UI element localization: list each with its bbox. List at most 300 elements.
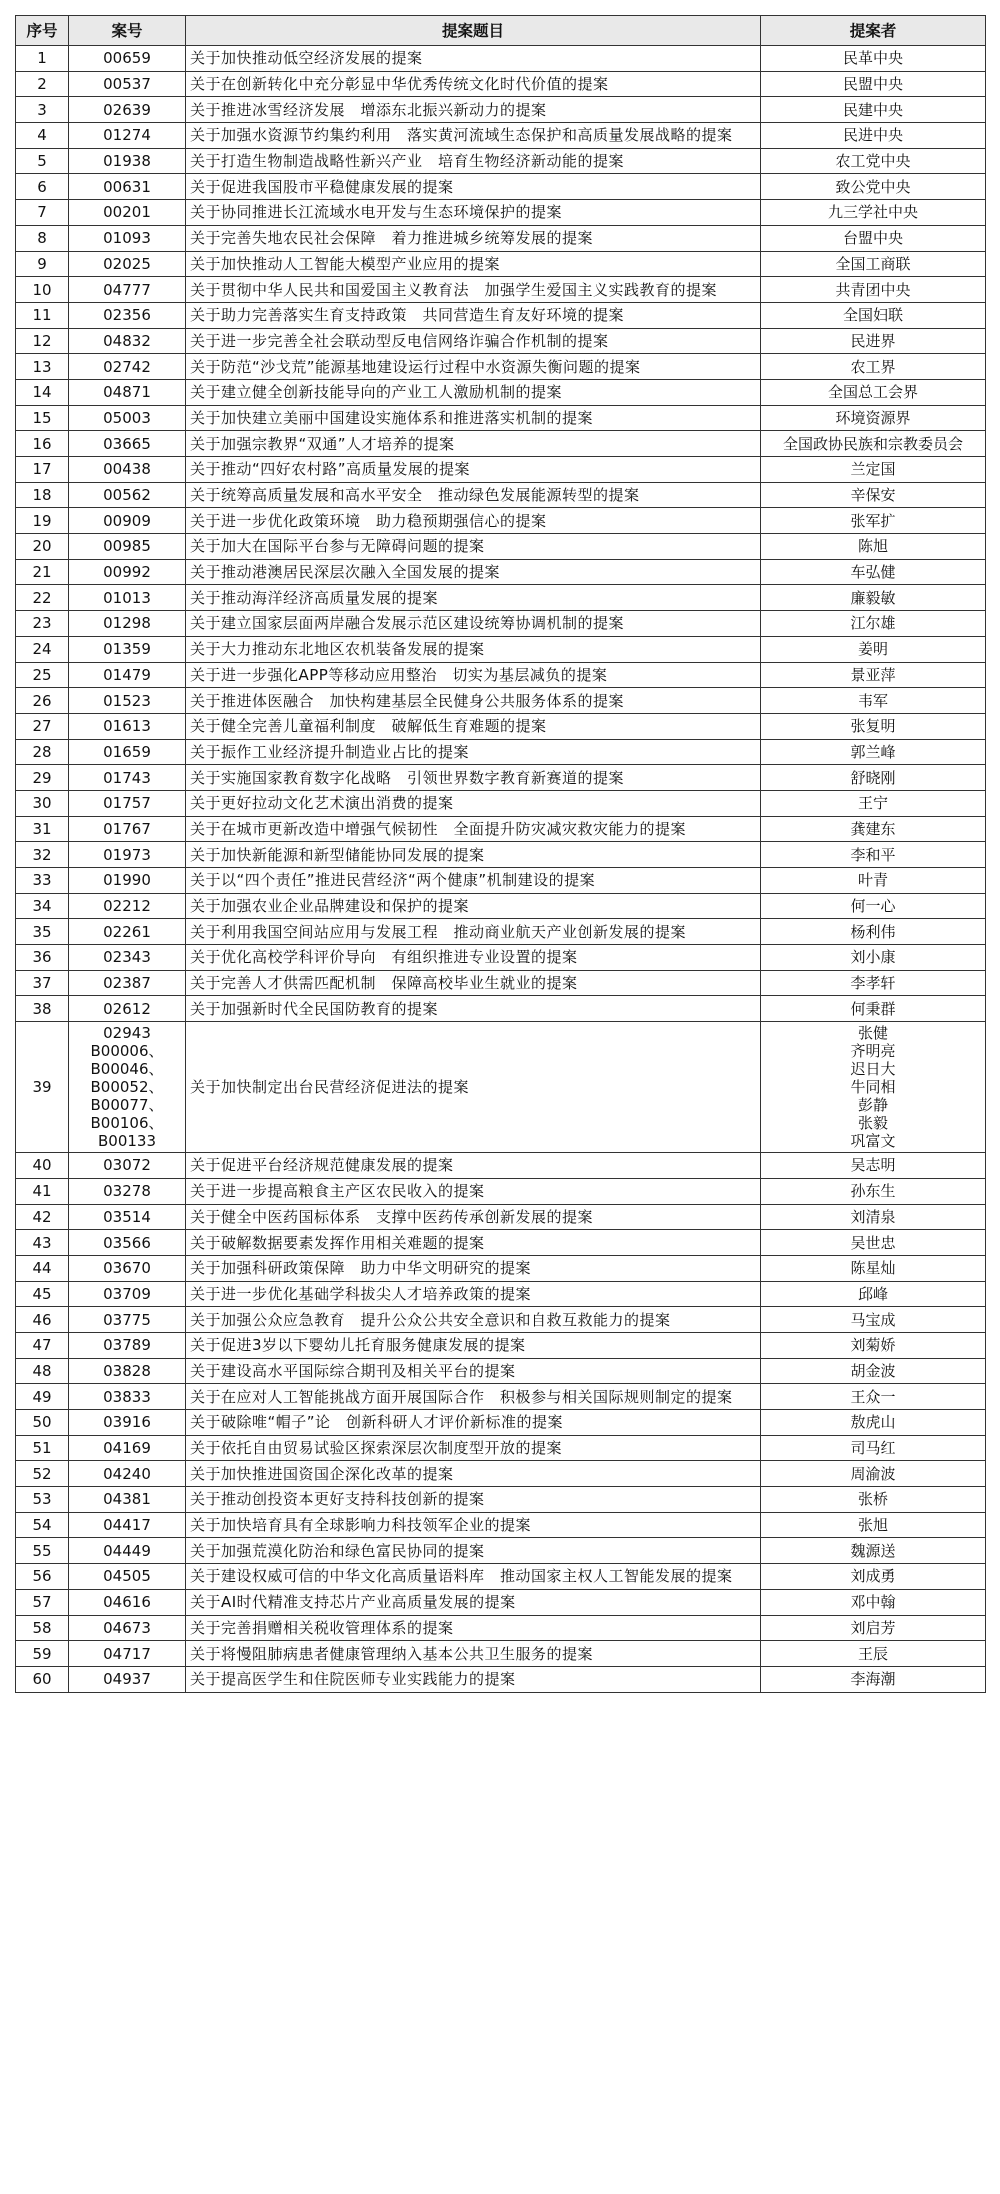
proposal-title-cell: 关于贯彻中华人民共和国爱国主义教育法 加强学生爱国主义实践教育的提案 xyxy=(186,277,761,303)
serial-number-cell: 13 xyxy=(16,354,69,380)
proposal-title-cell: 关于促进我国股市平稳健康发展的提案 xyxy=(186,174,761,200)
table-row xyxy=(16,662,986,688)
proposal-title-cell: 关于加快推动人工智能大模型产业应用的提案 xyxy=(186,251,761,277)
header-proposal-title: 提案题目 xyxy=(186,16,761,46)
proposer-cell-line: 齐明亮 xyxy=(850,1042,896,1061)
table-row xyxy=(16,713,986,739)
proposer-cell: 全国妇联 xyxy=(761,302,986,328)
case-number-cell: 03670 xyxy=(69,1255,186,1281)
serial-number-cell: 55 xyxy=(16,1538,69,1564)
table-row xyxy=(16,1564,986,1590)
table-row xyxy=(16,225,986,251)
proposal-title-cell: 关于建设高水平国际综合期刊及相关平台的提案 xyxy=(186,1358,761,1384)
case-number-cell: 01613 xyxy=(69,713,186,739)
case-number-cell: 02212 xyxy=(69,893,186,919)
proposal-title-cell: 关于加强荒漠化防治和绿色富民协同的提案 xyxy=(186,1538,761,1564)
table-row xyxy=(16,636,986,662)
serial-number-cell: 26 xyxy=(16,688,69,714)
proposer-cell: 台盟中央 xyxy=(761,225,986,251)
proposal-title-cell: 关于推动海洋经济高质量发展的提案 xyxy=(186,585,761,611)
serial-number-cell: 4 xyxy=(16,123,69,149)
case-number-cell: 02025 xyxy=(69,251,186,277)
proposal-title-cell: 关于促进平台经济规范健康发展的提案 xyxy=(186,1153,761,1179)
proposal-title-cell: 关于进一步优化政策环境 助力稳预期强信心的提案 xyxy=(186,508,761,534)
case-number-cell: 01757 xyxy=(69,790,186,816)
table-row xyxy=(16,457,986,483)
proposer-cell: 农工党中央 xyxy=(761,148,986,174)
table-row xyxy=(16,1641,986,1667)
case-number-cell: 00631 xyxy=(69,174,186,200)
serial-number-cell: 50 xyxy=(16,1410,69,1436)
proposer-cell-line: 迟日大 xyxy=(850,1060,896,1079)
serial-number-cell: 7 xyxy=(16,200,69,226)
proposal-title-cell: 关于推进冰雪经济发展 增添东北振兴新动力的提案 xyxy=(186,97,761,123)
table-row xyxy=(16,559,986,585)
proposer-cell: 江尔雄 xyxy=(761,611,986,637)
proposal-title-cell: 关于振作工业经济提升制造业占比的提案 xyxy=(186,739,761,765)
case-number-cell: 01973 xyxy=(69,842,186,868)
proposal-title-cell: 关于建设权威可信的中华文化高质量语料库 推动国家主权人工智能发展的提案 xyxy=(186,1564,761,1590)
case-number-cell: 04717 xyxy=(69,1641,186,1667)
table-row xyxy=(16,302,986,328)
proposal-title-cell: 关于推动创投资本更好支持科技创新的提案 xyxy=(186,1487,761,1513)
table-row xyxy=(16,1615,986,1641)
table-row xyxy=(16,1461,986,1487)
table-row xyxy=(16,1230,986,1256)
case-number-cell: 02612 xyxy=(69,996,186,1022)
case-number-cell: 01743 xyxy=(69,765,186,791)
proposer-cell: 吴世忠 xyxy=(761,1230,986,1256)
proposal-title-cell: 关于将慢阻肺病患者健康管理纳入基本公共卫生服务的提案 xyxy=(186,1641,761,1667)
serial-number-cell: 35 xyxy=(16,919,69,945)
table-row xyxy=(16,1178,986,1204)
case-number-cell: 03072 xyxy=(69,1153,186,1179)
proposal-title-cell: 关于在创新转化中充分彰显中华优秀传统文化时代价值的提案 xyxy=(186,71,761,97)
table-row xyxy=(16,277,986,303)
case-number-cell: 04673 xyxy=(69,1615,186,1641)
proposer-cell: 民进中央 xyxy=(761,123,986,149)
serial-number-cell: 52 xyxy=(16,1461,69,1487)
proposer-cell: 九三学社中央 xyxy=(761,200,986,226)
proposer-cell-line: 张毅 xyxy=(857,1114,888,1133)
proposal-title-cell: 关于在应对人工智能挑战方面开展国际合作 积极参与相关国际规则制定的提案 xyxy=(186,1384,761,1410)
case-number-cell: 02356 xyxy=(69,302,186,328)
proposer-cell: 韦军 xyxy=(761,688,986,714)
serial-number-cell: 43 xyxy=(16,1230,69,1256)
proposer-cell: 何秉群 xyxy=(761,996,986,1022)
table-row xyxy=(16,688,986,714)
case-number-cell: 04417 xyxy=(69,1512,186,1538)
serial-number-cell: 49 xyxy=(16,1384,69,1410)
proposal-title-cell: 关于加强农业企业品牌建设和保护的提案 xyxy=(186,893,761,919)
serial-number-cell: 23 xyxy=(16,611,69,637)
proposal-table xyxy=(15,15,986,1693)
table-row xyxy=(16,431,986,457)
case-number-cell: 02387 xyxy=(69,970,186,996)
proposal-title-cell: 关于在城市更新改造中增强气候韧性 全面提升防灾减灾救灾能力的提案 xyxy=(186,816,761,842)
proposal-title-cell: 关于依托自由贸易试验区探索深层次制度型开放的提案 xyxy=(186,1435,761,1461)
proposal-title-cell: 关于协同推进长江流域水电开发与生态环境保护的提案 xyxy=(186,200,761,226)
case-number-cell: 00537 xyxy=(69,71,186,97)
proposer-cell: 刘成勇 xyxy=(761,1564,986,1590)
serial-number-cell: 14 xyxy=(16,379,69,405)
proposer-cell: 车弘健 xyxy=(761,559,986,585)
case-number-cell: 04169 xyxy=(69,1435,186,1461)
table-row xyxy=(16,534,986,560)
case-number-cell: 01093 xyxy=(69,225,186,251)
serial-number-cell: 17 xyxy=(16,457,69,483)
proposer-cell: 张复明 xyxy=(761,713,986,739)
table-row xyxy=(16,945,986,971)
proposer-cell: 环境资源界 xyxy=(761,405,986,431)
serial-number-cell: 34 xyxy=(16,893,69,919)
case-number-cell: 03828 xyxy=(69,1358,186,1384)
case-number-cell-line: B00133 xyxy=(97,1132,156,1151)
proposal-title-cell: 关于利用我国空间站应用与发展工程 推动商业航天产业创新发展的提案 xyxy=(186,919,761,945)
proposal-title-cell: 关于破解数据要素发挥作用相关难题的提案 xyxy=(186,1230,761,1256)
serial-number-cell: 30 xyxy=(16,790,69,816)
serial-number-cell: 20 xyxy=(16,534,69,560)
table-row xyxy=(16,251,986,277)
serial-number-cell: 3 xyxy=(16,97,69,123)
proposer-cell: 兰定国 xyxy=(761,457,986,483)
case-number-cell: 03514 xyxy=(69,1204,186,1230)
serial-number-cell: 33 xyxy=(16,868,69,894)
case-number-cell: 04777 xyxy=(69,277,186,303)
proposer-cell: 孙东生 xyxy=(761,1178,986,1204)
table-row xyxy=(16,1538,986,1564)
proposer-cell-line: 彭静 xyxy=(857,1096,888,1115)
table-row xyxy=(16,1153,986,1179)
case-number-cell-line: 02943 xyxy=(103,1024,151,1043)
proposer-cell: 刘菊娇 xyxy=(761,1332,986,1358)
proposal-title-cell: 关于进一步强化APP等移动应用整治 切实为基层减负的提案 xyxy=(186,662,761,688)
case-number-cell: 04871 xyxy=(69,379,186,405)
proposal-title-cell: 关于加强水资源节约集约利用 落实黄河流域生态保护和高质量发展战略的提案 xyxy=(186,123,761,149)
serial-number-cell: 59 xyxy=(16,1641,69,1667)
proposal-title-cell: 关于加快推进国资国企深化改革的提案 xyxy=(186,1461,761,1487)
serial-number-cell: 31 xyxy=(16,816,69,842)
case-number-cell: 03665 xyxy=(69,431,186,457)
proposer-cell: 刘清泉 xyxy=(761,1204,986,1230)
table-row xyxy=(16,739,986,765)
proposer-cell: 全国工商联 xyxy=(761,251,986,277)
table-row xyxy=(16,970,986,996)
case-number-cell: 00201 xyxy=(69,200,186,226)
serial-number-cell: 57 xyxy=(16,1589,69,1615)
case-number-cell: 03775 xyxy=(69,1307,186,1333)
proposer-cell: 陈旭 xyxy=(761,534,986,560)
table-row xyxy=(16,379,986,405)
proposal-title-cell: 关于进一步提高粮食主产区农民收入的提案 xyxy=(186,1178,761,1204)
proposer-cell: 景亚萍 xyxy=(761,662,986,688)
case-number-cell-line: B00077、 xyxy=(90,1096,164,1115)
serial-number-cell: 53 xyxy=(16,1487,69,1513)
proposal-title-cell: 关于加快新能源和新型储能协同发展的提案 xyxy=(186,842,761,868)
serial-number-cell: 44 xyxy=(16,1255,69,1281)
table-row xyxy=(16,816,986,842)
proposer-cell: 李孝轩 xyxy=(761,970,986,996)
proposer-cell xyxy=(761,1022,986,1153)
proposer-cell: 周渝波 xyxy=(761,1461,986,1487)
proposer-cell: 魏源送 xyxy=(761,1538,986,1564)
table-row xyxy=(16,1255,986,1281)
table-row xyxy=(16,790,986,816)
proposal-title-cell: 关于促进3岁以下婴幼儿托育服务健康发展的提案 xyxy=(186,1332,761,1358)
table-row xyxy=(16,842,986,868)
proposer-cell: 李海潮 xyxy=(761,1666,986,1692)
proposal-title-cell: 关于完善人才供需匹配机制 保障高校毕业生就业的提案 xyxy=(186,970,761,996)
serial-number-cell: 12 xyxy=(16,328,69,354)
table-row xyxy=(16,996,986,1022)
proposer-cell: 共青团中央 xyxy=(761,277,986,303)
case-number-cell-line: B00046、 xyxy=(90,1060,164,1079)
proposer-cell: 杨利伟 xyxy=(761,919,986,945)
case-number-cell: 01767 xyxy=(69,816,186,842)
table-row xyxy=(16,611,986,637)
table-row xyxy=(16,148,986,174)
case-number-cell: 00909 xyxy=(69,508,186,534)
proposer-cell: 邓中翰 xyxy=(761,1589,986,1615)
serial-number-cell: 9 xyxy=(16,251,69,277)
serial-number-cell: 16 xyxy=(16,431,69,457)
serial-number-cell: 11 xyxy=(16,302,69,328)
proposer-cell: 邱峰 xyxy=(761,1281,986,1307)
case-number-cell: 00985 xyxy=(69,534,186,560)
serial-number-cell: 42 xyxy=(16,1204,69,1230)
serial-number-cell: 48 xyxy=(16,1358,69,1384)
case-number-cell: 04937 xyxy=(69,1666,186,1692)
serial-number-cell: 25 xyxy=(16,662,69,688)
serial-number-cell: 47 xyxy=(16,1332,69,1358)
proposer-cell: 何一心 xyxy=(761,893,986,919)
proposer-cell: 李和平 xyxy=(761,842,986,868)
proposer-cell: 舒晓刚 xyxy=(761,765,986,791)
proposer-cell: 张旭 xyxy=(761,1512,986,1538)
proposer-cell: 全国政协民族和宗教委员会 xyxy=(761,431,986,457)
proposal-title-cell: 关于加强新时代全民国防教育的提案 xyxy=(186,996,761,1022)
proposer-cell: 民进界 xyxy=(761,328,986,354)
proposal-title-cell: 关于以“四个责任”推进民营经济“两个健康”机制建设的提案 xyxy=(186,868,761,894)
proposer-cell: 致公党中央 xyxy=(761,174,986,200)
proposer-cell-line: 巩富文 xyxy=(850,1132,896,1151)
proposal-title-cell: 关于加快推动低空经济发展的提案 xyxy=(186,46,761,72)
proposal-title-cell: 关于破除唯“帽子”论 创新科研人才评价新标准的提案 xyxy=(186,1410,761,1436)
proposer-cell: 郭兰峰 xyxy=(761,739,986,765)
case-number-cell: 00659 xyxy=(69,46,186,72)
table-body xyxy=(16,46,986,1693)
table-row xyxy=(16,200,986,226)
table-row xyxy=(16,1384,986,1410)
case-number-cell: 04832 xyxy=(69,328,186,354)
proposer-cell: 吴志明 xyxy=(761,1153,986,1179)
serial-number-cell: 56 xyxy=(16,1564,69,1590)
table-row xyxy=(16,1410,986,1436)
proposer-cell: 全国总工会界 xyxy=(761,379,986,405)
serial-number-cell: 54 xyxy=(16,1512,69,1538)
table-row xyxy=(16,97,986,123)
serial-number-cell: 19 xyxy=(16,508,69,534)
proposer-cell: 姜明 xyxy=(761,636,986,662)
case-number-cell-line: B00006、 xyxy=(90,1042,164,1061)
table-row xyxy=(16,1512,986,1538)
serial-number-cell: 38 xyxy=(16,996,69,1022)
serial-number-cell: 36 xyxy=(16,945,69,971)
case-number-cell: 01990 xyxy=(69,868,186,894)
proposal-title-cell: 关于进一步优化基础学科拔尖人才培养政策的提案 xyxy=(186,1281,761,1307)
proposer-cell: 张桥 xyxy=(761,1487,986,1513)
case-number-cell: 02261 xyxy=(69,919,186,945)
case-number-cell: 05003 xyxy=(69,405,186,431)
table-row xyxy=(16,1204,986,1230)
header-serial-number: 序号 xyxy=(16,16,69,46)
proposal-title-cell: 关于完善失地农民社会保障 着力推进城乡统筹发展的提案 xyxy=(186,225,761,251)
proposal-title-cell: 关于统筹高质量发展和高水平安全 推动绿色发展能源转型的提案 xyxy=(186,482,761,508)
table-header-row xyxy=(16,16,986,46)
serial-number-cell: 28 xyxy=(16,739,69,765)
serial-number-cell: 2 xyxy=(16,71,69,97)
case-number-cell: 04240 xyxy=(69,1461,186,1487)
proposer-cell: 王宁 xyxy=(761,790,986,816)
table-row xyxy=(16,405,986,431)
proposal-title-cell: 关于推进体医融合 加快构建基层全民健身公共服务体系的提案 xyxy=(186,688,761,714)
case-number-cell: 01938 xyxy=(69,148,186,174)
proposer-cell: 辛保安 xyxy=(761,482,986,508)
serial-number-cell: 6 xyxy=(16,174,69,200)
table-row xyxy=(16,1022,986,1153)
proposal-title-cell: 关于助力完善落实生育支持政策 共同营造生育友好环境的提案 xyxy=(186,302,761,328)
proposal-title-cell: 关于建立健全创新技能导向的产业工人激励机制的提案 xyxy=(186,379,761,405)
serial-number-cell: 21 xyxy=(16,559,69,585)
case-number-cell: 04505 xyxy=(69,1564,186,1590)
case-number-cell: 01659 xyxy=(69,739,186,765)
proposer-cell: 廉毅敏 xyxy=(761,585,986,611)
case-number-cell: 04616 xyxy=(69,1589,186,1615)
proposer-cell: 叶青 xyxy=(761,868,986,894)
proposal-title-cell: 关于加快制定出台民营经济促进法的提案 xyxy=(186,1022,761,1153)
proposer-cell: 胡金波 xyxy=(761,1358,986,1384)
case-number-cell: 03916 xyxy=(69,1410,186,1436)
table-row xyxy=(16,893,986,919)
proposer-cell: 马宝成 xyxy=(761,1307,986,1333)
proposer-cell: 王辰 xyxy=(761,1641,986,1667)
table-row xyxy=(16,1666,986,1692)
case-number-cell-line: B00052、 xyxy=(90,1078,164,1097)
case-number-cell: 03833 xyxy=(69,1384,186,1410)
table-row xyxy=(16,46,986,72)
case-number-cell: 04449 xyxy=(69,1538,186,1564)
case-number-cell: 00992 xyxy=(69,559,186,585)
case-number-cell xyxy=(69,1022,186,1153)
table-row xyxy=(16,1487,986,1513)
table-row xyxy=(16,1281,986,1307)
proposer-cell-line: 牛同相 xyxy=(850,1078,896,1097)
proposal-title-cell: 关于加强宗教界“双通”人才培养的提案 xyxy=(186,431,761,457)
proposal-title-cell: 关于加快培育具有全球影响力科技领军企业的提案 xyxy=(186,1512,761,1538)
serial-number-cell: 22 xyxy=(16,585,69,611)
serial-number-cell: 5 xyxy=(16,148,69,174)
proposer-cell: 敖虎山 xyxy=(761,1410,986,1436)
proposer-cell-line: 张健 xyxy=(857,1024,888,1043)
case-number-cell: 01274 xyxy=(69,123,186,149)
serial-number-cell: 51 xyxy=(16,1435,69,1461)
table-row xyxy=(16,354,986,380)
table-row xyxy=(16,123,986,149)
proposal-title-cell: 关于加强公众应急教育 提升公众公共安全意识和自救互救能力的提案 xyxy=(186,1307,761,1333)
proposal-title-cell: 关于更好拉动文化艺术演出消费的提案 xyxy=(186,790,761,816)
table-row xyxy=(16,1358,986,1384)
case-number-cell: 03789 xyxy=(69,1332,186,1358)
proposer-cell: 民革中央 xyxy=(761,46,986,72)
proposal-title-cell: 关于优化高校学科评价导向 有组织推进专业设置的提案 xyxy=(186,945,761,971)
table-row xyxy=(16,919,986,945)
table-row xyxy=(16,508,986,534)
proposal-title-cell: 关于提高医学生和住院医师专业实践能力的提案 xyxy=(186,1666,761,1692)
proposal-title-cell: 关于健全完善儿童福利制度 破解低生育难题的提案 xyxy=(186,713,761,739)
proposal-title-cell: 关于推动“四好农村路”高质量发展的提案 xyxy=(186,457,761,483)
table-row xyxy=(16,71,986,97)
table-row xyxy=(16,585,986,611)
serial-number-cell: 45 xyxy=(16,1281,69,1307)
case-number-cell: 02742 xyxy=(69,354,186,380)
proposer-cell: 张军扩 xyxy=(761,508,986,534)
table-row xyxy=(16,482,986,508)
case-number-cell: 01479 xyxy=(69,662,186,688)
header-proposer: 提案者 xyxy=(761,16,986,46)
serial-number-cell: 39 xyxy=(16,1022,69,1153)
proposer-cell: 王众一 xyxy=(761,1384,986,1410)
serial-number-cell: 46 xyxy=(16,1307,69,1333)
case-number-cell: 01013 xyxy=(69,585,186,611)
proposal-title-cell: 关于打造生物制造战略性新兴产业 培育生物经济新动能的提案 xyxy=(186,148,761,174)
proposal-title-cell: 关于完善捐赠相关税收管理体系的提案 xyxy=(186,1615,761,1641)
case-number-cell: 02639 xyxy=(69,97,186,123)
serial-number-cell: 15 xyxy=(16,405,69,431)
case-number-cell: 00562 xyxy=(69,482,186,508)
proposal-title-cell: 关于加大在国际平台参与无障碍问题的提案 xyxy=(186,534,761,560)
serial-number-cell: 24 xyxy=(16,636,69,662)
table-row xyxy=(16,1589,986,1615)
proposer-cell: 龚建东 xyxy=(761,816,986,842)
serial-number-cell: 27 xyxy=(16,713,69,739)
serial-number-cell: 1 xyxy=(16,46,69,72)
table-row xyxy=(16,174,986,200)
case-number-cell: 01359 xyxy=(69,636,186,662)
proposer-cell: 民盟中央 xyxy=(761,71,986,97)
proposal-title-cell: 关于实施国家教育数字化战略 引领世界数字教育新赛道的提案 xyxy=(186,765,761,791)
serial-number-cell: 10 xyxy=(16,277,69,303)
proposal-title-cell: 关于推动港澳居民深层次融入全国发展的提案 xyxy=(186,559,761,585)
case-number-cell: 01523 xyxy=(69,688,186,714)
case-number-cell: 01298 xyxy=(69,611,186,637)
case-number-cell: 00438 xyxy=(69,457,186,483)
case-number-cell-line: B00106、 xyxy=(90,1114,164,1133)
proposal-title-cell: 关于加快建立美丽中国建设实施体系和推进落实机制的提案 xyxy=(186,405,761,431)
table-row xyxy=(16,328,986,354)
proposal-title-cell: 关于健全中医药国标体系 支撑中医药传承创新发展的提案 xyxy=(186,1204,761,1230)
proposer-cell: 刘小康 xyxy=(761,945,986,971)
serial-number-cell: 37 xyxy=(16,970,69,996)
serial-number-cell: 32 xyxy=(16,842,69,868)
serial-number-cell: 8 xyxy=(16,225,69,251)
table-row xyxy=(16,868,986,894)
table-row xyxy=(16,765,986,791)
serial-number-cell: 41 xyxy=(16,1178,69,1204)
proposal-title-cell: 关于建立国家层面两岸融合发展示范区建设统筹协调机制的提案 xyxy=(186,611,761,637)
proposer-cell: 农工界 xyxy=(761,354,986,380)
serial-number-cell: 29 xyxy=(16,765,69,791)
serial-number-cell: 40 xyxy=(16,1153,69,1179)
